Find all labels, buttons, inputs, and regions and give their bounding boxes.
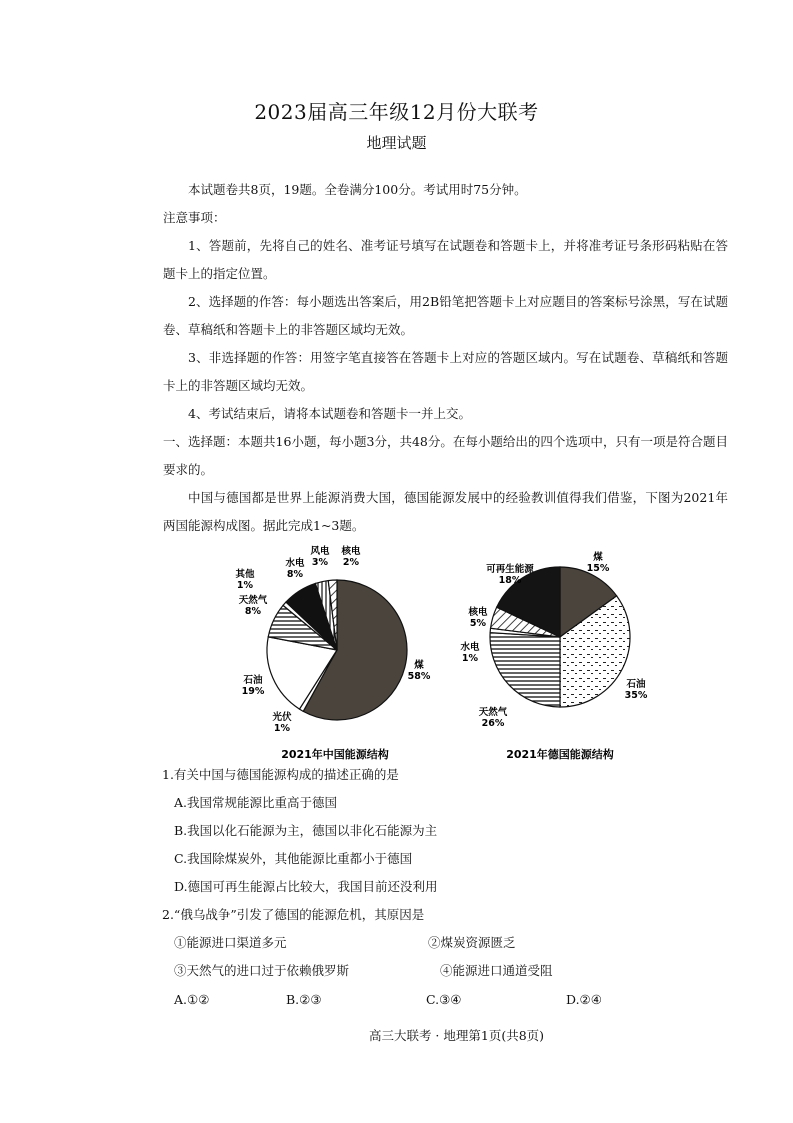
pie-slice-value: 18% (498, 575, 522, 586)
china-chart-title: 2021年中国能源结构 (281, 748, 389, 761)
germany-energy-pie-chart (450, 540, 670, 765)
page-subtitle: 地理试题 (366, 134, 427, 152)
section-heading: 一、选择题：本题共16小题，每小题3分，共48分。在每小题给出的四个选项中，只有一项是符合题目要求的。 (163, 434, 728, 477)
question-2-stem: 2.“俄乌战争”引发了德国的能源危机，其原因是 (162, 907, 425, 922)
question-1-option-b: B.我国以化石能源为主，德国以非化石能源为主 (174, 823, 438, 838)
question-1-option-c: C.我国除煤炭外，其他能源比重都小于德国 (174, 851, 413, 866)
pie-slice-label: 煤 (593, 552, 603, 563)
pie-slice-label: 天然气 (238, 595, 268, 606)
question-2-statement-3: ③天然气的进口过于依赖俄罗斯 (174, 963, 350, 978)
pie-slice-label: 可再生能源 (486, 564, 534, 575)
pie-slice-value: 58% (407, 671, 431, 682)
pie-slice-label: 石油 (626, 679, 646, 690)
china-energy-pie-chart (225, 540, 445, 765)
pie-slice-label: 石油 (243, 675, 263, 686)
pie-slice-value: 2% (342, 557, 360, 568)
pie-slice-value: 1% (273, 723, 291, 734)
notice-item-3: 3、非选择题的作答：用签字笔直接答在答题卡上对应的答题区域内。写在试题卷、草稿纸和答题卡上的非答题区域均无效。 (163, 350, 728, 393)
question-2-option-b: B.②③ (286, 992, 322, 1007)
pie-slice-label: 水电 (460, 642, 480, 653)
pie-slice-value: 1% (236, 580, 254, 591)
question-1-option-a: A.我国常规能源比重高于德国 (174, 795, 338, 810)
page-title: 2023届高三年级12月份大联考 (254, 100, 539, 124)
question-2-statement-2: ②煤炭资源匮乏 (428, 935, 516, 950)
pie-slice-value: 26% (481, 718, 505, 729)
pie-slice-label: 煤 (414, 660, 424, 671)
question-2-option-c: C.③④ (426, 992, 462, 1007)
germany-pie-slices (490, 567, 630, 707)
pie-slice-value: 19% (241, 686, 265, 697)
question-1-stem: 1.有关中国与德国能源构成的描述正确的是 (162, 767, 399, 782)
notice-item-2: 2、选择题的作答：每小题选出答案后，用2B铅笔把答题卡上对应题目的答案标号涂黑，写在试题卷、草稿纸和答题卡上的非答题区域均无效。 (163, 294, 728, 337)
pie-slice-label: 其他 (235, 569, 255, 580)
notice-heading: 注意事项： (163, 210, 226, 225)
pie-slice-value: 35% (624, 690, 648, 701)
page-footer: 高三大联考 · 地理第1页(共8页) (368, 1028, 545, 1043)
pie-slice-label: 水电 (285, 558, 305, 569)
pie-slice-label: 核电 (341, 546, 361, 557)
pie-slice-label: 光伏 (272, 712, 292, 723)
pie-slice-value: 1% (461, 653, 479, 664)
pie-slice-value: 5% (469, 618, 487, 629)
notice-item-1: 1、答题前，先将自己的姓名、准考证号填写在试题卷和答题卡上，并将准考证号条形码粘贴在答题卡上的指定位置。 (163, 238, 728, 281)
pie-slice-value: 3% (311, 557, 329, 568)
pie-slice-value: 8% (244, 606, 262, 617)
notice-item-4: 4、考试结束后，请将本试题卷和答题卡一并上交。 (188, 406, 471, 421)
pie-slice-value: 8% (286, 569, 304, 580)
material-text: 中国与德国都是世界上能源消费大国，德国能源发展中的经验教训值得我们借鉴，下图为2021年两国能源构成图。据此完成1~3题。 (163, 490, 728, 533)
pie-slice-label: 核电 (468, 607, 488, 618)
question-2-statement-4: ④能源进口通道受阻 (440, 963, 553, 978)
pie-slice (490, 633, 560, 707)
china-pie-slices (267, 580, 407, 720)
germany-chart-title: 2021年德国能源结构 (506, 748, 614, 761)
question-2-option-a: A.①② (174, 992, 210, 1007)
question-2-option-d: D.②④ (566, 992, 602, 1007)
pie-slice-value: 15% (586, 563, 610, 574)
exam-intro: 本试题卷共8页，19题。全卷满分100分。考试用时75分钟。 (188, 182, 527, 197)
question-1-option-d: D.德国可再生能源占比较大，我国目前还没利用 (174, 879, 438, 894)
pie-slice-label: 风电 (310, 546, 330, 557)
question-2-statement-1: ①能源进口渠道多元 (174, 935, 287, 950)
pie-slice-label: 天然气 (478, 707, 508, 718)
